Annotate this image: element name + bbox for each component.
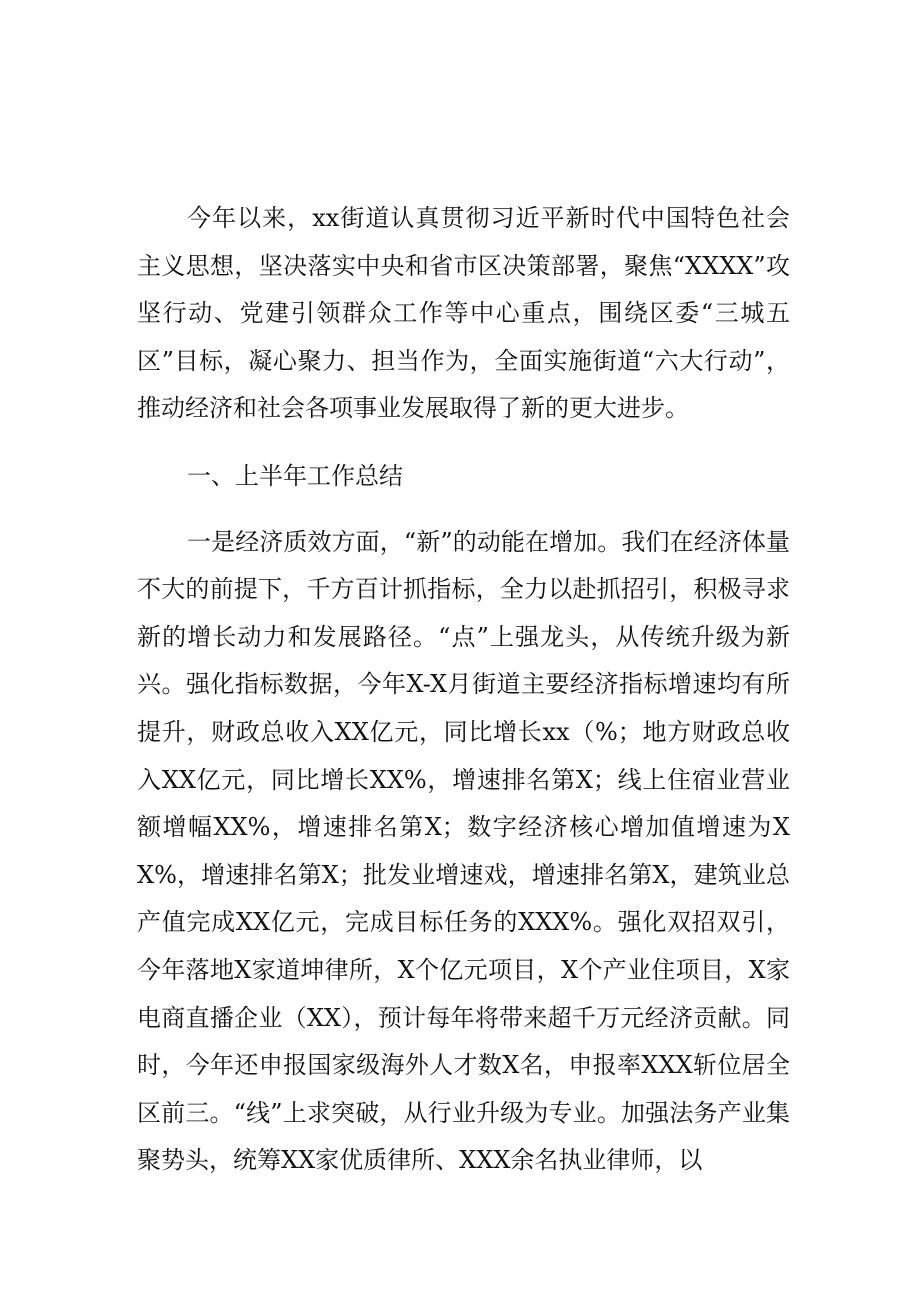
section-heading: 一、上半年工作总结 [187, 461, 403, 490]
intro-paragraph: 今年以来，xx街道认真贯彻习近平新时代中国特色社会主义思想，坚决落实中央和省市区决策部署，聚焦“XXXX”攻坚行动、党建引领群众工作等中心重点，围绕区委“三城五区”目标，凝心聚力、担当作为，全面实施街道“六大行动”，推动经济和社会各项事业发展取得了新的更大进步。 [137, 204, 790, 423]
document-body [137, 195, 790, 1185]
economy-paragraph: 一是经济质效方面，“新”的动能在增加。我们在经济体量不大的前提下，千方百计抓指标，全力以赴抓招引，积极寻求新的增长动力和发展路径。“点”上强龙头，从传统升级为新兴。强化指标数据，今年X-X月街道主要经济指标增速均有所提升，财政总收入XX亿元，同比增长xx（%；地方财政总收入XX亿元，同比增长XX%，增速排名第X；线上住宿业营业额增幅XX%，增速排名第X；数字经济核心增加值增速为XX%，增速排名第X；批发业增速戏，增速排名第X，建筑业总产值完成XX亿元，完成目标任务的XXX%。强化双招双引，今年落地X家道坤律所，X个亿元项目，X个产业住项目，X家电商直播企业（XX），预计每年将带来超千万元经济贡献。同时，今年还申报国家级海外人才数X名，申报率XXX斩位居全区前三。“线”上求突破，从行业升级为专业。加强法务产业集聚势头，统筹XX家优质律所、XXX余名执业律师，以 [137, 527, 790, 1175]
